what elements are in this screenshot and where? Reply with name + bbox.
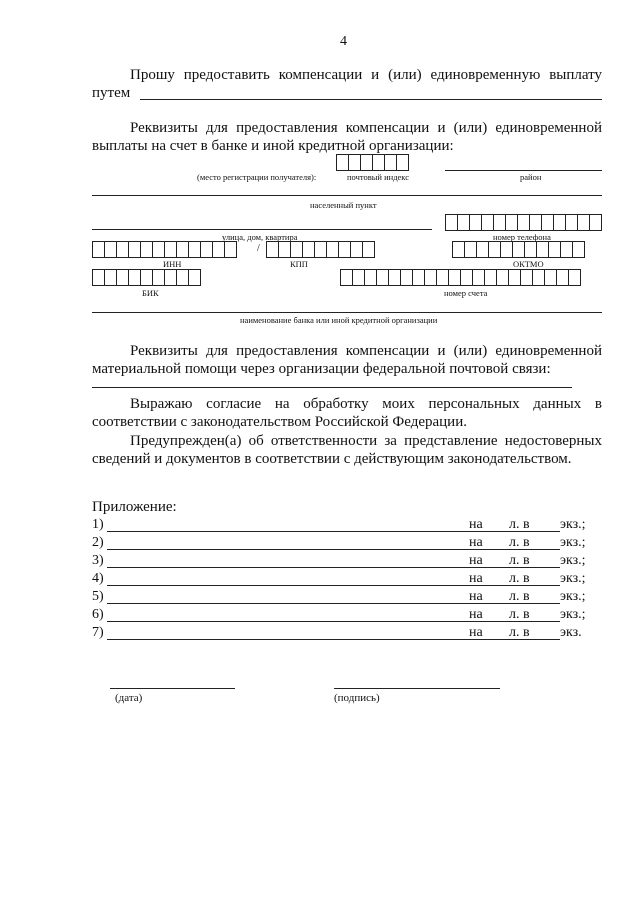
bank-heading-line-1: Реквизиты для предоставления компенсации и (или) единовременной bbox=[130, 120, 602, 136]
payment-method-field[interactable] bbox=[140, 99, 602, 100]
post-office-field[interactable] bbox=[92, 387, 572, 388]
bank-heading-line-2: выплаты на счет в банке и иной кредитной организации: bbox=[92, 138, 454, 154]
oktmo-label: ОКТМО bbox=[513, 259, 544, 269]
attachment-row[interactable] bbox=[92, 625, 592, 643]
attachment-row[interactable] bbox=[92, 571, 592, 589]
inn-boxes[interactable] bbox=[92, 241, 237, 258]
district-field[interactable] bbox=[445, 170, 602, 171]
attachment-row[interactable] bbox=[92, 517, 592, 535]
postcode-boxes[interactable] bbox=[336, 154, 409, 171]
post-heading-line-2: материальной помощи через организации федеральной почтовой связи: bbox=[92, 361, 551, 377]
registration-label: (место регистрации получателя): bbox=[197, 172, 317, 182]
attachment-row[interactable] bbox=[92, 553, 592, 571]
attachment-ekz: экз.; bbox=[560, 535, 586, 550]
attachment-ekz: экз.; bbox=[560, 517, 586, 532]
consent-line-2: соответствии с законодательством Российской Федерации. bbox=[92, 414, 467, 430]
attachment-na: на bbox=[469, 517, 483, 532]
attachment-pages-field[interactable] bbox=[485, 639, 505, 640]
street-label: улица, дом, квартира bbox=[222, 232, 298, 242]
request-line-2: путем bbox=[92, 85, 131, 101]
bik-boxes[interactable] bbox=[92, 269, 201, 286]
street-field[interactable] bbox=[92, 229, 432, 230]
attachment-copies-field[interactable] bbox=[538, 531, 560, 532]
attachment-pages-field[interactable] bbox=[485, 585, 505, 586]
settlement-field[interactable] bbox=[92, 195, 602, 196]
attachment-pages-field[interactable] bbox=[485, 567, 505, 568]
oktmo-boxes[interactable] bbox=[452, 241, 585, 258]
attachment-number: 2) bbox=[92, 535, 104, 550]
attachment-ekz: экз.; bbox=[560, 589, 586, 604]
attachment-copies-field[interactable] bbox=[538, 603, 560, 604]
attachment-number: 7) bbox=[92, 625, 104, 640]
attachment-copies-field[interactable] bbox=[538, 549, 560, 550]
attachment-number: 6) bbox=[92, 607, 104, 622]
attachment-number: 1) bbox=[92, 517, 104, 532]
attachments-title: Приложение: bbox=[92, 499, 177, 515]
attachment-ekz: экз. bbox=[560, 625, 582, 640]
attachment-pages-field[interactable] bbox=[485, 621, 505, 622]
attachment-lv: л. в bbox=[509, 607, 530, 622]
attachment-na: на bbox=[469, 589, 483, 604]
attachment-number: 4) bbox=[92, 571, 104, 586]
inn-kpp-separator: / bbox=[257, 243, 260, 254]
attachment-pages-field[interactable] bbox=[485, 603, 505, 604]
attachment-lv: л. в bbox=[509, 589, 530, 604]
attachment-lv: л. в bbox=[509, 553, 530, 568]
inn-label: ИНН bbox=[163, 259, 182, 269]
attachment-copies-field[interactable] bbox=[538, 585, 560, 586]
attachment-lv: л. в bbox=[509, 625, 530, 640]
post-heading-line-1: Реквизиты для предоставления компенсации и (или) единовременной bbox=[130, 343, 602, 359]
attachment-copies-field[interactable] bbox=[538, 621, 560, 622]
attachment-pages-field[interactable] bbox=[485, 531, 505, 532]
date-label: (дата) bbox=[115, 692, 143, 704]
attachment-lv: л. в bbox=[509, 517, 530, 532]
date-field[interactable] bbox=[110, 688, 235, 689]
attachment-ekz: экз.; bbox=[560, 607, 586, 622]
attachment-na: на bbox=[469, 625, 483, 640]
bank-name-label: наименование банка или иной кредитной организации bbox=[240, 315, 438, 325]
phone-boxes[interactable] bbox=[445, 214, 602, 231]
attachment-number: 5) bbox=[92, 589, 104, 604]
phone-label: номер телефона bbox=[493, 232, 551, 242]
attachment-number: 3) bbox=[92, 553, 104, 568]
attachment-lv: л. в bbox=[509, 571, 530, 586]
attachment-na: на bbox=[469, 571, 483, 586]
attachment-row[interactable] bbox=[92, 607, 592, 625]
warning-line-2: сведений и документов в соответствии с действующим законодательством. bbox=[92, 451, 572, 467]
attachment-lv: л. в bbox=[509, 535, 530, 550]
settlement-label: населенный пункт bbox=[310, 200, 377, 210]
kpp-boxes[interactable] bbox=[266, 241, 375, 258]
attachment-copies-field[interactable] bbox=[538, 639, 560, 640]
signature-field[interactable] bbox=[334, 688, 500, 689]
postcode-label: почтовый индекс bbox=[347, 172, 409, 182]
attachment-na: на bbox=[469, 553, 483, 568]
request-line-1: Прошу предоставить компенсации и (или) единовременную выплату bbox=[130, 67, 602, 83]
attachment-ekz: экз.; bbox=[560, 553, 586, 568]
kpp-label: КПП bbox=[290, 259, 308, 269]
warning-line-1: Предупрежден(а) об ответственности за представление недостоверных bbox=[130, 433, 602, 449]
attachment-ekz: экз.; bbox=[560, 571, 586, 586]
attachment-copies-field[interactable] bbox=[538, 567, 560, 568]
page-number: 4 bbox=[340, 34, 347, 49]
attachment-row[interactable] bbox=[92, 589, 592, 607]
signature-label: (подпись) bbox=[334, 692, 380, 704]
account-label: номер счета bbox=[444, 288, 488, 298]
bik-label: БИК bbox=[142, 288, 159, 298]
district-label: район bbox=[520, 172, 542, 182]
bank-name-field[interactable] bbox=[92, 312, 602, 313]
account-boxes[interactable] bbox=[340, 269, 581, 286]
attachment-na: на bbox=[469, 607, 483, 622]
consent-line-1: Выражаю согласие на обработку моих персональных данных в bbox=[130, 396, 602, 412]
attachment-na: на bbox=[469, 535, 483, 550]
attachment-pages-field[interactable] bbox=[485, 549, 505, 550]
attachment-row[interactable] bbox=[92, 535, 592, 553]
